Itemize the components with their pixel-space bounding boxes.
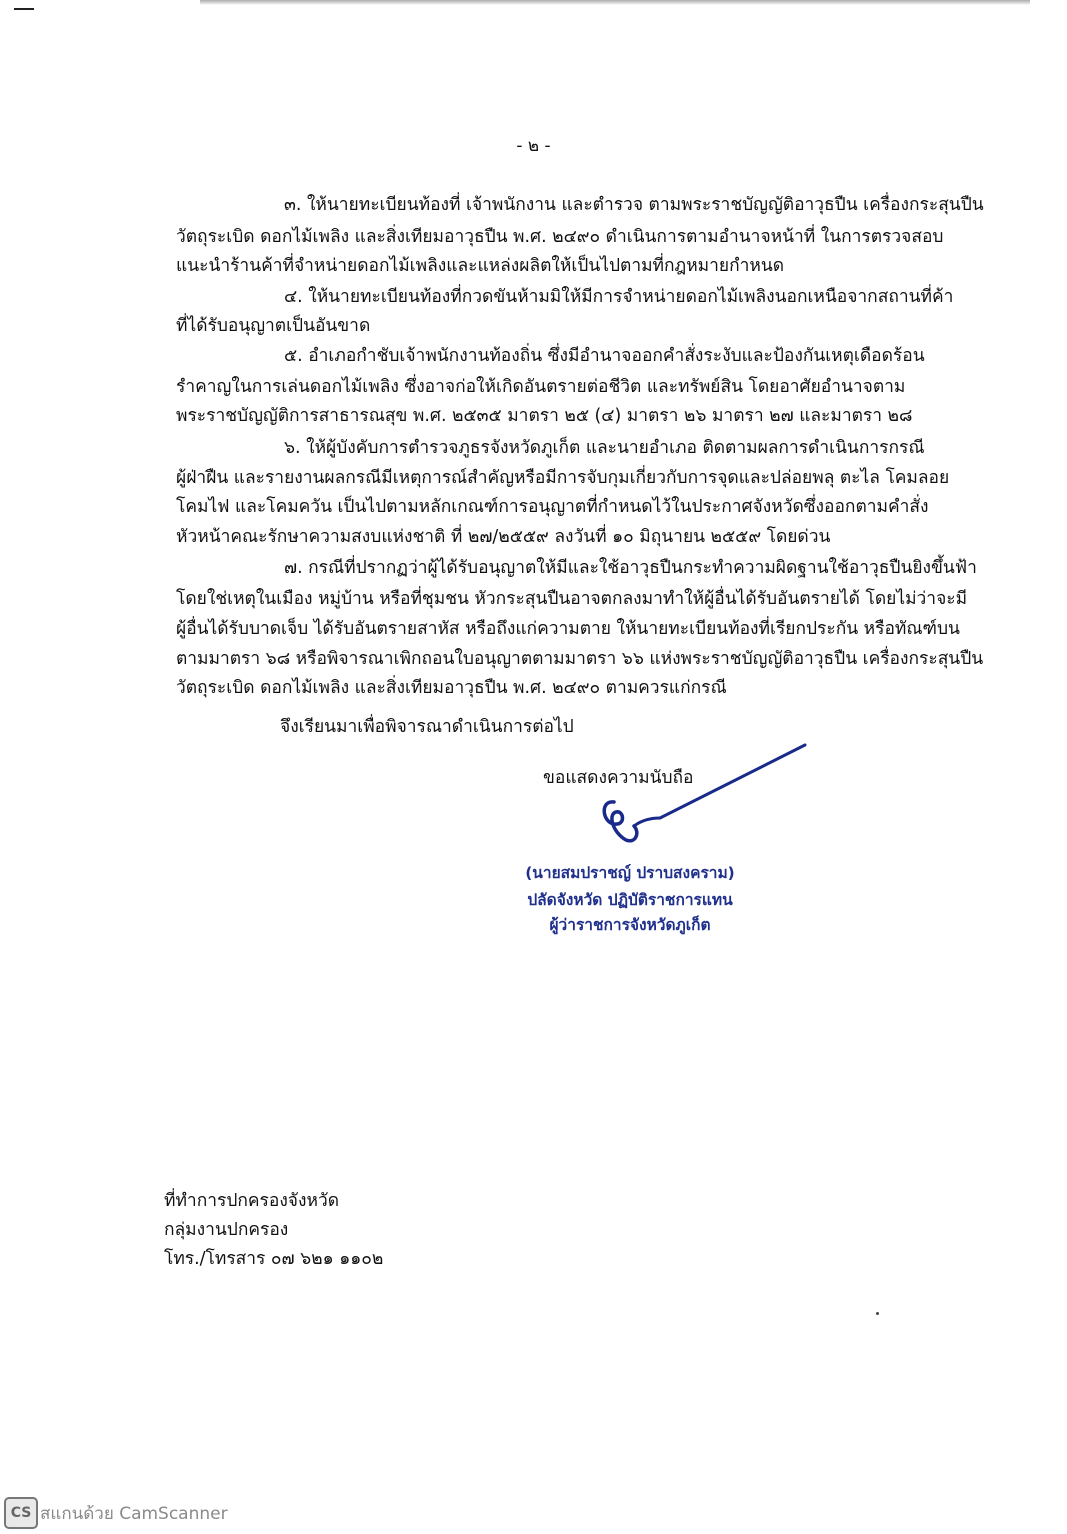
handwritten-signature bbox=[590, 740, 820, 860]
paragraph-7-line-3: ผู้อื่นได้รับบาดเจ็บ ได้รับอันตรายสาหัส หรือถึงแก่ความตาย ให้นายทะเบียนท้องที่เรียกประกัน หรือทัณฑ์บน bbox=[176, 619, 960, 639]
paragraph-4-line-1: ๔. ให้นายทะเบียนท้องที่กวดขันห้ามมิให้มีการจำหน่ายดอกไม้เพลิงนอกเหนือจากสถานที่ค้า bbox=[284, 287, 954, 307]
paragraph-7-line-2: โดยใช่เหตุในเมือง หมู่บ้าน หรือที่ชุมชน หัวกระสุนปืนอาจตกลงมาทำให้ผู้อื่นได้รับอันตรายได้ โดยไม่ว่าจะมี bbox=[176, 589, 968, 609]
paragraph-7-line-4: ตามมาตรา ๖๘ หรือพิจารณาเพิกถอนใบอนุญาตตามมาตรา ๖๖ แห่งพระราชบัญญัติอาวุธปืน เครื่องกระสุนปืน bbox=[176, 649, 984, 669]
scan-edge-shadow bbox=[200, 0, 1030, 5]
paragraph-7-line-5: วัตถุระเบิด ดอกไม้เพลิง และสิ่งเทียมอาวุธปืน พ.ศ. ๒๔๙๐ ตามควรแก่กรณี bbox=[176, 678, 727, 698]
paragraph-7-line-1: ๗. กรณีที่ปรากฏว่าผู้ได้รับอนุญาตให้มีและใช้อาวุธปืนกระทำความผิดฐานใช้อาวุธปืนยิงขึ้นฟ้า bbox=[284, 558, 977, 578]
paragraph-5-line-3: พระราชบัญญัติการสาธารณสุข พ.ศ. ๒๕๓๕ มาตรา ๒๕ (๔) มาตรา ๒๖ มาตรา ๒๗ และมาตรา ๒๘ bbox=[176, 406, 913, 426]
footer-office: ที่ทำการปกครองจังหวัด bbox=[164, 1191, 340, 1211]
signer-name: (นายสมปราชญ์ ปราบสงคราม) bbox=[525, 864, 735, 882]
regards-line: ขอแสดงความนับถือ bbox=[543, 768, 694, 788]
paragraph-3-line-1: ๓. ให้นายทะเบียนท้องที่ เจ้าพนักงาน และตำรวจ ตามพระราชบัญญัติอาวุธปืน เครื่องกระสุนปืน bbox=[284, 195, 984, 215]
paragraph-6-line-1: ๖. ให้ผู้บังคับการตำรวจภูธรจังหวัดภูเก็ต และนายอำเภอ ติดตามผลการดำเนินการกรณี bbox=[284, 438, 925, 458]
paragraph-6-line-3: โคมไฟ และโคมควัน เป็นไปตามหลักเกณฑ์การอนุญาตที่กำหนดไว้ในประกาศจังหวัดซึ่งออกตามคำสั่ง bbox=[176, 497, 929, 517]
camscanner-watermark: สแกนด้วย CamScanner bbox=[40, 1504, 228, 1524]
footer-group: กลุ่มงานปกครอง bbox=[164, 1220, 289, 1240]
paragraph-6-line-4: หัวหน้าคณะรักษาความสงบแห่งชาติ ที่ ๒๗/๒๕๕๙ ลงวันที่ ๑๐ มิถุนายน ๒๕๕๙ โดยด่วน bbox=[176, 527, 831, 547]
closing-sentence: จึงเรียนมาเพื่อพิจารณาดำเนินการต่อไป bbox=[280, 717, 574, 737]
signer-title: ผู้ว่าราชการจังหวัดภูเก็ต bbox=[549, 916, 711, 934]
page-number: - ๒ - bbox=[516, 136, 551, 156]
paragraph-3-line-3: แนะนำร้านค้าที่จำหน่ายดอกไม้เพลิงและแหล่งผลิตให้เป็นไปตามที่กฎหมายกำหนด bbox=[176, 256, 785, 276]
paragraph-6-line-2: ผู้ฝ่าฝืน และรายงานผลกรณีมีเหตุการณ์สำคัญหรือมีการจับกุมเกี่ยวกับการจุดและปล่อยพลุ ตะไล โคมลอย bbox=[176, 468, 950, 488]
scan-mark bbox=[14, 8, 34, 10]
paragraph-5-line-1: ๕. อำเภอกำชับเจ้าพนักงานท้องถิ่น ซึ่งมีอำนาจออกคำสั่งระงับและป้องกันเหตุเดือดร้อน bbox=[284, 346, 925, 366]
paragraph-4-line-2: ที่ได้รับอนุญาตเป็นอันขาด bbox=[176, 316, 371, 336]
scan-speck bbox=[876, 1312, 879, 1315]
camscanner-logo-icon: CS bbox=[4, 1497, 38, 1529]
footer-phone: โทร./โทรสาร ๐๗ ๖๒๑ ๑๑๐๒ bbox=[164, 1249, 384, 1269]
paragraph-5-line-2: รำคาญในการเล่นดอกไม้เพลิง ซึ่งอาจก่อให้เกิดอันตรายต่อชีวิต และทรัพย์สิน โดยอาศัยอำนาจตาม bbox=[176, 377, 906, 397]
paragraph-3-line-2: วัตถุระเบิด ดอกไม้เพลิง และสิ่งเทียมอาวุธปืน พ.ศ. ๒๔๙๐ ดำเนินการตามอำนาจหน้าที่ ในการตรวจสอบ bbox=[176, 227, 944, 247]
signer-position: ปลัดจังหวัด ปฏิบัติราชการแทน bbox=[527, 891, 733, 909]
